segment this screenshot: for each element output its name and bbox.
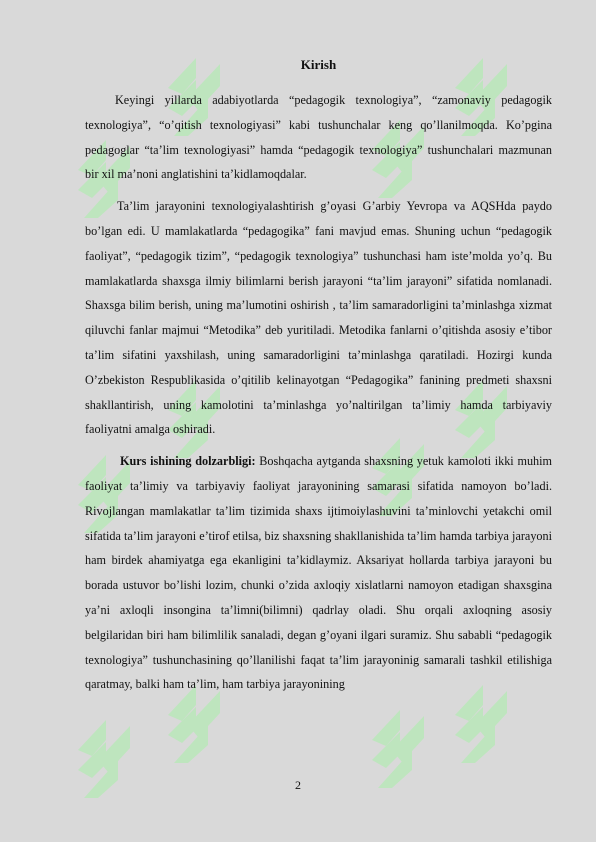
page-number: 2: [295, 778, 301, 792]
document-body: [85, 56, 552, 697]
relevance-heading: Kurs ishining dolzarbligi:: [120, 454, 256, 469]
section-title: Kirish: [300, 57, 337, 72]
paragraph-intro: Keyingi yillarda adabiyotlarda “pedagogik texnologiya”, “zamonaviy pedagogik texnologiya”, “o’qitish texnologiyasi” kabi tushunchalar keng qo’llanilmoqda. Ko’pgina pedagoglar “ta’lim texnologiyasi” hamda “pedagogik texnologiya” tushunchalari mazmunan bir xil ma’noni anglatishini ta’kidlamoqdalar.: [85, 93, 552, 182]
relevance-text: Boshqacha aytganda shaxsning yetuk kamoloti ikki muhim faoliyat ta’limiy va tarbiyaviy faoliyat jarayonining samarasi sifatida namoyon bo’ladi. Rivojlangan mamlakatlar ta’lim tizimida shaxs ijtimoiylashuvini ta’minlovchi yetakchi omil sifatida ta’lim jarayoni e’tirof etilsa, biz shaxsning shakllanishida ta’lim hamda tarbiya jarayoni ham birdek ahamiyatga ega ekanligini ta’kidlaymiz. Aksariyat hollarda tarbiya jarayoni bu borada ustuvor bo’lishi lozim, chunki o’zida axloqiy xislatlarni namoyon etadigan shaxsgina ya’ni axloqli insongina ta’limni(bilimni) qadrlay oladi. Shu orqali axloqning asosiy belgilaridan biri ham bilimlilik sanaladi, degan g’oyani ilgari suramiz. Shu sababli “pedagogik texnologiya” tushunchasining qo’llanilishi faqat ta’lim jarayoninig samarali tashkil etilishiga qaratmay, balki ham ta’lim, ham tarbiya jarayonining: [85, 454, 552, 692]
paragraph-relevance: [85, 449, 552, 697]
watermark-logo-icon: [372, 710, 436, 788]
paragraph-history: Ta’lim jarayonini texnologiyalashtirish g’oyasi G’arbiy Yevropa va AQSHda paydo bo’lgan edi. U mamlakatlarda “pedagogika” fani mavjud emas. Shuning uchun “pedagogik faoliyat”, “pedagogik tizim”, “pedagogik texnologiya” tushunchasi ham iste’molda yo’q. Bu mamlakatlarda shaxsga ilmiy bilimlarni berish jarayoni “ta’lim jarayoni” sifatida nomlanadi. Shaxsga bilim berish, uning ma’lumotini oshirish , ta’lim samaradorligini ta’minlashga xizmat qiluvchi fanlar majmui “Metodika” deb yuritiladi. Metodika fanlarni o’qitishda asosiy e’tibor ta’lim sifatini yaxshilash, uning samaradorligini ta’minlashga qaratiladi. Hozirgi kunda O’zbekiston Respublikasida o’qitilib kelinayotgan “Pedagogika” fanining predmeti shaxsni shakllantirish, uning kamolotini ta’minlashga yo’naltirilgan ta’limiy hamda tarbiyaviy faoliyatni amalga oshiradi.: [85, 199, 552, 437]
